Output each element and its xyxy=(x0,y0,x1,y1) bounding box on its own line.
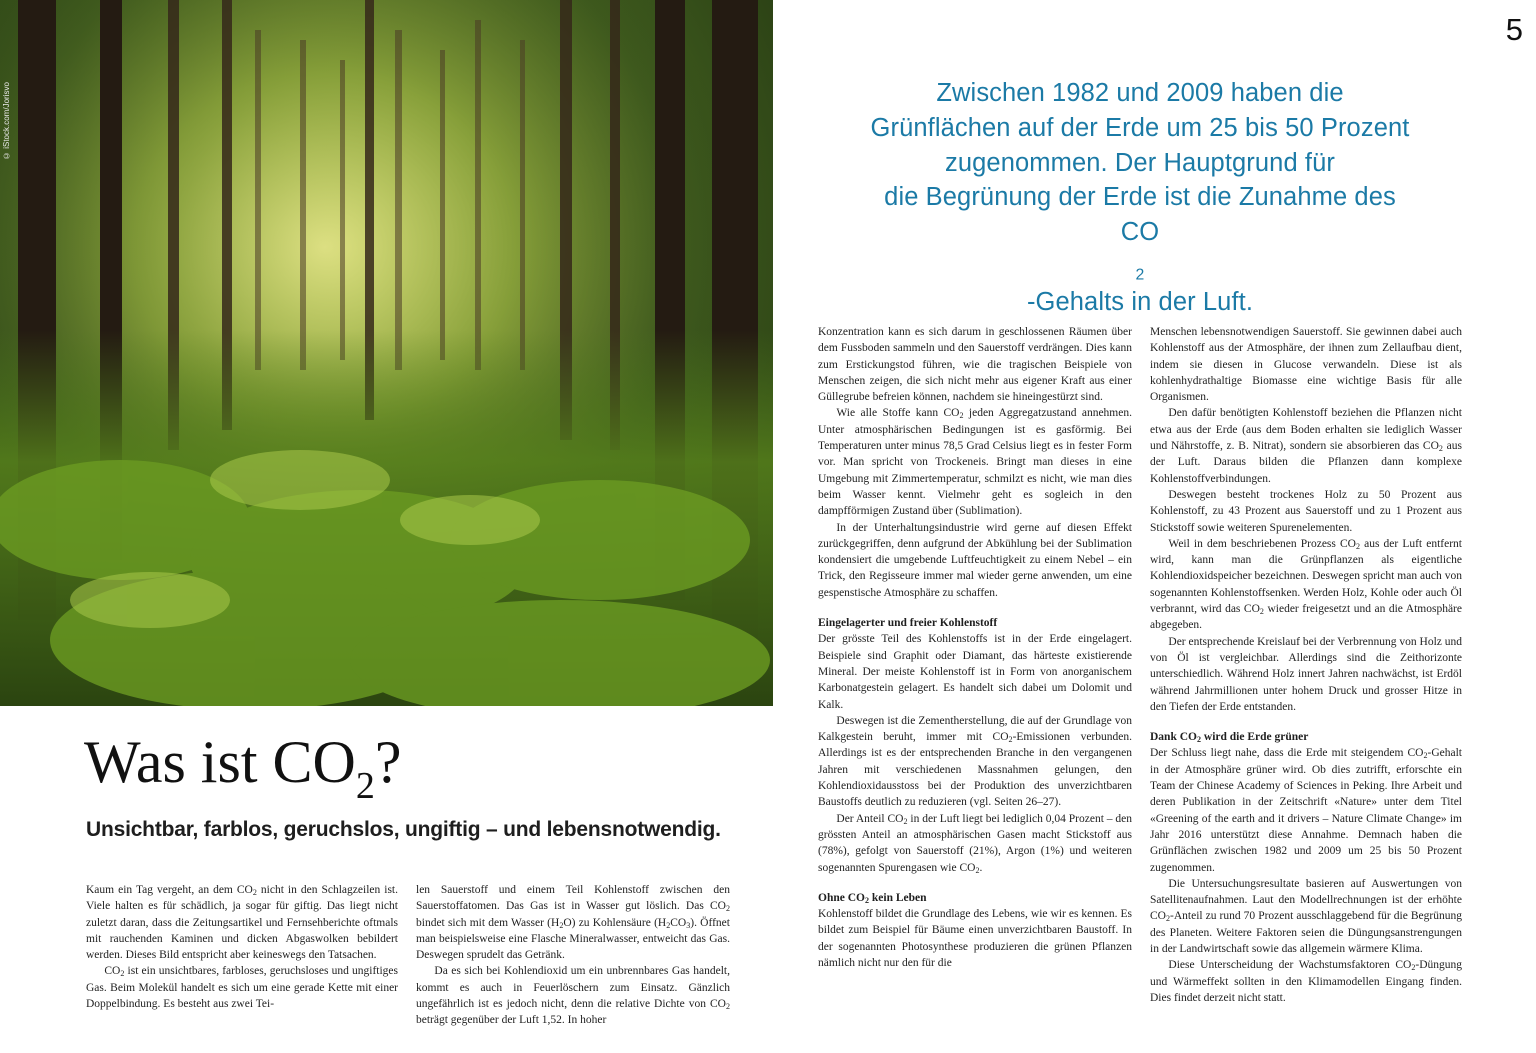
paragraph: Kohlenstoff bildet die Grundlage des Lebens, wie wir es kennen. Es bildet zum Beispiel für Bäume einen unverzichtbaren Baustoff. In der sogenannten Photosynthese produzieren die grünen Pflanzen nämlich nicht nur den für die xyxy=(818,908,1132,969)
forest-photo xyxy=(0,0,773,706)
title-end: ? xyxy=(374,729,402,795)
page-number: 5 xyxy=(1505,12,1523,47)
title-text: Was ist CO xyxy=(84,729,356,795)
paragraph: len Sauerstoff und einem Teil Kohlenstoff zwischen den Sauerstoffatomen. Das Gas ist in Wasser gut löslich. Das $CO_2$ bindet sich mit dem Wasser $(H_2O)$ zu Kohlensäure $(H_2CO_3)$. Öffnet man beispielsweise eine Flasche Mineralwasser, entweicht das Gas. Deswegen sprudelt das Getränk. xyxy=(416,884,730,962)
paragraph: Der grösste Teil des Kohlenstoffs ist in der Erde eingelagert. Beispiele sind Graphit oder Diamant, das härteste existierende Mineral. Der meiste Kohlenstoff ist in Form von anorganischem Karbonatgestein gelagert. Es handelt sich dabei um Dolomit und Kalk. xyxy=(818,633,1132,711)
paragraph: Die Untersuchungsresultate basieren auf Auswertungen von Satellitenaufnahmen. Laut den Modellrechnungen ist der erhöhte $CO_2$-Anteil zu rund 70 Prozent ausschlaggebend für die Begrünung des Planeten. Weitere Faktoren seien die Düngungsanstrengungen in der Landwirtschaft sowie das allgemein wärmere Klima. xyxy=(1150,877,1462,955)
title-subscript: 2 xyxy=(355,765,375,807)
paragraph: Den dafür benötigten Kohlenstoff beziehen die Pflanzen nicht etwa aus der Erde (aus dem Boden erhalten sie lediglich Wasser und Nährstoffe, z. B. Nitrat), sondern sie absorbieren das $CO_2$ aus der Luft. Daraus bilden die Pflanzen dann komplexe Kohlenstoffverbindungen. xyxy=(1150,407,1462,485)
pull-quote-line: CO $_2$ -Gehalts in der Luft. xyxy=(1026,218,1254,316)
pull-quote-line: zugenommen. Der Hauptgrund für xyxy=(945,148,1335,177)
paragraph: Wie alle Stoffe kann $CO_2$ jeden Aggregatzustand annehmen. Unter atmosphärischen Bedingungen ist es gasförmig. Bei Temperaturen unter minus 78,5 Grad Celsius liegt es in fester Form vor. Man spricht von Trockeneis. Bringt man dieses in eine Umgebung mit Zimmertemperatur, schmilzt es nicht, wie man dies beim Wasser kennt. Vielmehr geht es sogleich in den dampfförmigen Zustand über (Sublimation). xyxy=(818,407,1132,518)
text-column-1 xyxy=(86,882,398,1012)
paragraph: Da es sich bei Kohlendioxid um ein unbrennbares Gas handelt, kommt es auch in Feuerlöschern zum Einsatz. Gänzlich ungefährlich ist es jedoch nicht, denn die relative Dichte von $CO_2$ beträgt gegenüber der Luft 1,52. In hoher xyxy=(416,965,730,1027)
section-heading: Eingelagerter und freier Kohlenstoff xyxy=(818,617,998,630)
paragraph: Deswegen besteht trockenes Holz zu 50 Prozent aus Kohlenstoff, zu 43 Prozent aus Sauerstoff und zu 1 Prozent aus Stickstoff sowie weiteren Spurenelementen. xyxy=(1150,488,1462,534)
pull-quote xyxy=(820,76,1460,320)
main-title xyxy=(84,722,402,807)
paragraph: Konzentration kann es sich darum in geschlossenen Räumen über dem Fussboden sammeln und den Sauerstoff verdrängen. Dies kann zum Erstickungstod führen, wie die tragischen Beispiele von Menschen zeigen, die sich nicht mehr aus eigener Kraft aus einer Güllegrube befreien können, nachdem sie hineingestürzt sind. xyxy=(818,326,1132,404)
paragraph: Menschen lebensnotwendigen Sauerstoff. Sie gewinnen dabei auch Kohlenstoff aus der Atmosphäre, der ihnen zum Zellaufbau dient, indem sie diesen in Glucose verwandeln. Diese ist als kohlenhydrathaltige Biomasse eine wichtige Basis für alle Organismen. xyxy=(1150,326,1462,404)
paragraph: In der Unterhaltungsindustrie wird gerne auf diesen Effekt zurückgegriffen, denn aufgrund der Abkühlung bei der Sublimation kondensiert die umgebende Luftfeuchtigkeit zu einem Nebel – ein Trick, den Regisseure immer mal wieder gerne anwenden, um eine gespenstische Atmosphäre zu schaffen. xyxy=(818,521,1132,599)
text-column-4 xyxy=(1150,324,1462,1006)
pull-quote-line: Grünflächen auf der Erde um 25 bis 50 Prozent xyxy=(870,113,1410,142)
subtitle: Unsichtbar, farblos, geruchslos, ungiftig – und lebensnotwendig. xyxy=(86,818,721,841)
paragraph: $CO_2$ ist ein unsichtbares, farbloses, geruchsloses und ungiftiges Gas. Beim Molekül handelt es sich um eine gerade Kette mit einer Doppelbindung. Es besteht aus zwei Tei- xyxy=(86,965,398,1011)
forest-illustration xyxy=(0,0,773,706)
text-column-3 xyxy=(818,324,1132,971)
paragraph: Der Schluss liegt nahe, dass die Erde mit steigendem $CO_2$-Gehalt in der Atmosphäre grüner wird. Ob dies zutrifft, erforschte ein Team der Chinese Academy of Sciences in Peking. Ihre Arbeit und deren Publikation in der Zeitschrift «Nature» unter dem Titel «Greening of the earth and it drivers – Nature Climate Change» im Jahr 2016 unterstützt diese Annahme. Demnach haben die Grünflächen zwischen 1982 und 2009 um 25 bis 50 Prozent zugenommen. xyxy=(1150,747,1462,874)
photo-credit: © iStock.com/Jorisvo xyxy=(2,82,11,160)
paragraph: Diese Unterscheidung der Wachstumsfaktoren $CO_2$-Düngung und Wärmeffekt sollten in den Klimamodellen Eingang finden. Dies findet derzeit nicht statt. xyxy=(1150,959,1462,1004)
text-column-2 xyxy=(416,882,730,1029)
section-heading: Ohne $CO_2$ kein Leben xyxy=(818,891,927,905)
section-heading: Dank $CO_2$ wird die Erde grüner xyxy=(1150,731,1309,745)
paragraph: Weil in dem beschriebenen Prozess $CO_2$ aus der Luft entfernt wird, kann man die Grünpflanzen als eigentliche Kohlendioxidspeicher bezeichnen. Deswegen spricht man auch von sogenannten Kohlenstoffsenken. Werden Holz, Kohle oder auch Öl verbrannt, wird das $CO_2$ wieder freigesetzt und an die Atmosphäre abgegeben. xyxy=(1150,537,1462,632)
paragraph: Deswegen ist die Zementherstellung, die auf der Grundlage von Kalkgestein beruht, immer mit $CO_2$-Emissionen verbunden. Allerdings ist es der entsprechenden Branche in den vergangenen Jahren mit verschiedenen Massnahmen gelungen, den Kohlendioxidausstoss bei der Produktion des unverzichtbaren Baustoffs deutlich zu reduzieren (vgl. Seiten 26–27). xyxy=(818,714,1132,809)
paragraph: Kaum ein Tag vergeht, an dem $CO_2$ nicht in den Schlagzeilen ist. Viele halten es für schädlich, ja sogar für giftig. Das liegt nicht zuletzt daran, dass die Zeitungsartikel und Fernsehberichte oftmals mit rauchenden Kaminen und dicken Abgaswolken bebildert werden. Dieses Bild entspricht aber keineswegs den Tatsachen. xyxy=(86,884,398,962)
paragraph: Der entsprechende Kreislauf bei der Verbrennung von Holz und von Öl ist vergleichbar. Allerdings sind die Zeithorizonte unterschiedlich. Während Holz innert Jahren nachwächst, ist Erdöl während Jahrmillionen unter hohem Druck und grosser Hitze in den Tiefen der Erde entstanden. xyxy=(1150,635,1462,713)
paragraph: Der Anteil $CO_2$ in der Luft liegt bei lediglich 0,04 Prozent – den grössten Anteil an atmosphärischen Gasen macht Stickstoff aus (78%), gefolgt von Sauerstoff (21%), Argon (1%) und weiteren sogenannten Spurengasen wie $CO_2$. xyxy=(818,812,1133,875)
pull-quote-line: die Begrünung der Erde ist die Zunahme des xyxy=(884,183,1396,212)
pull-quote-line: Zwischen 1982 und 2009 haben die xyxy=(936,79,1344,107)
